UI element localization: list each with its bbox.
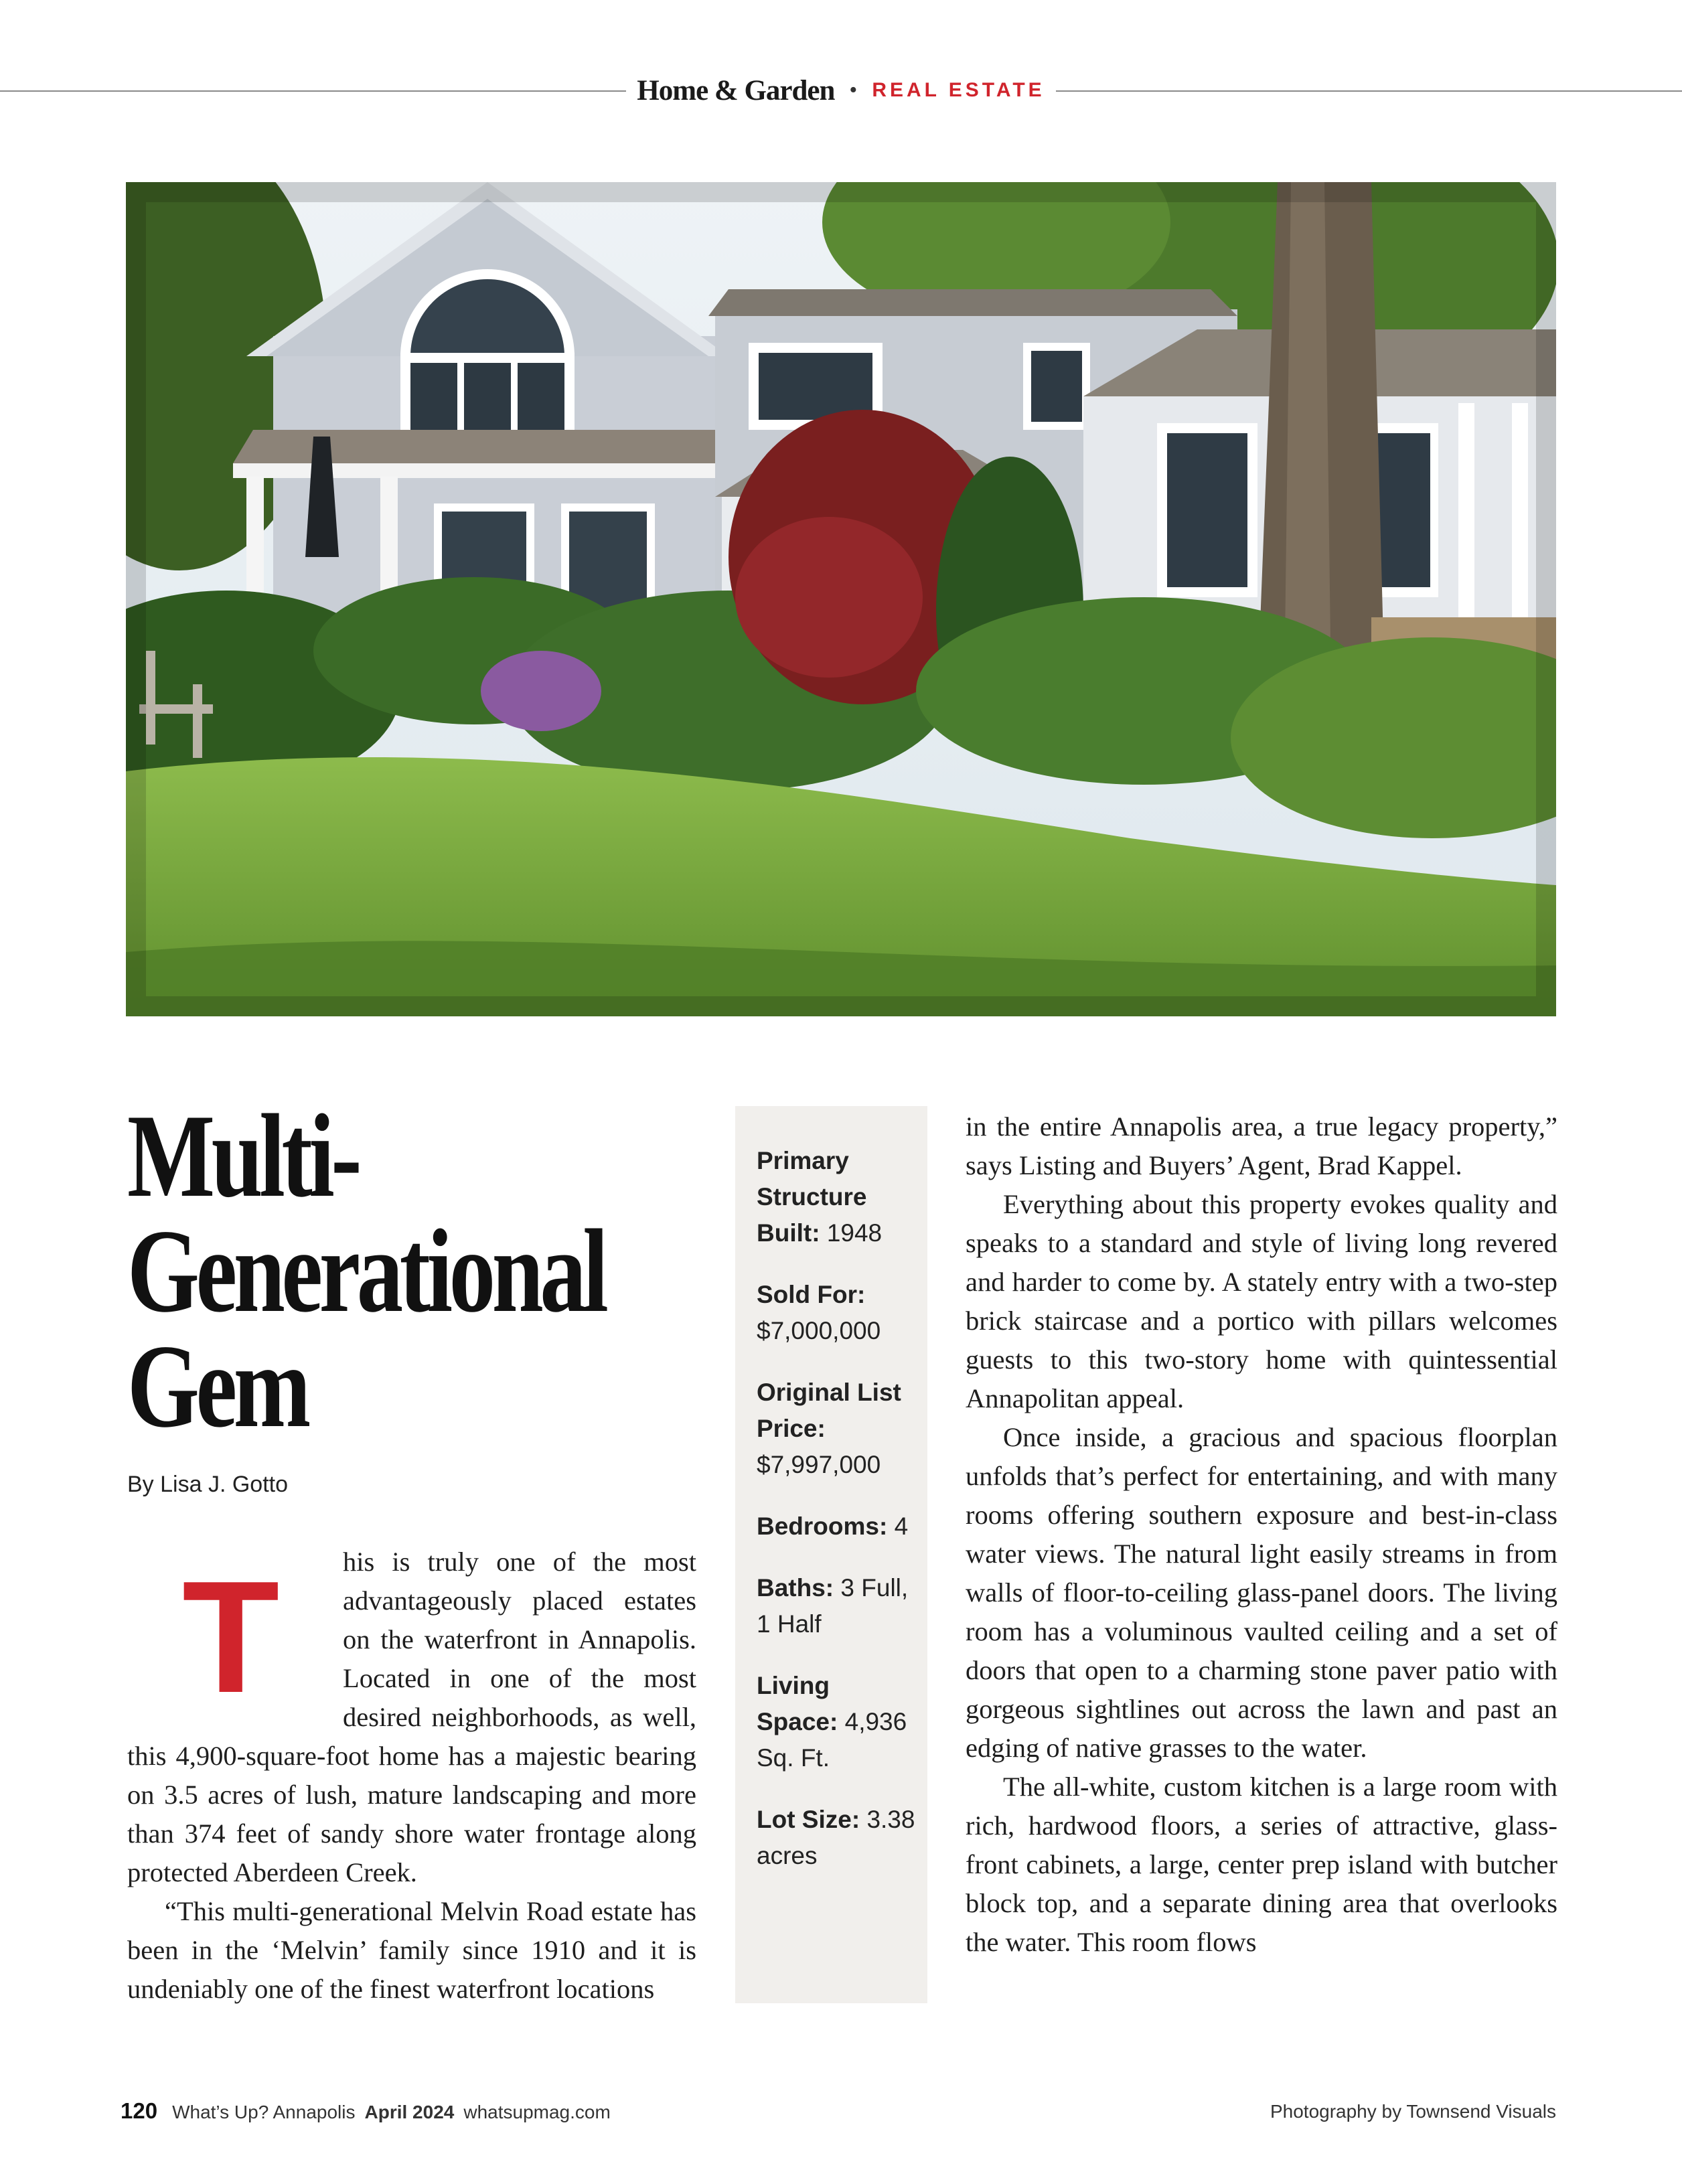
page-footer	[121, 2098, 611, 2124]
fact-label: Bedrooms:	[757, 1512, 888, 1540]
header-rule-left	[0, 90, 626, 92]
paragraph-text: his is truly one of the most advantageously placed estates on the waterfront in Annapolis. Located in one of the most desired neighborhoods, as well, this 4,900-square-foot home has a majestic bearing on 3.5 acres of lush, mature landscaping and more than 374 feet of sandy shore water frontage along protected Aberdeen Creek.	[127, 1547, 696, 1887]
header-rule-right	[1056, 90, 1682, 92]
byline: By Lisa J. Gotto	[127, 1472, 288, 1497]
property-facts-sidebar	[735, 1106, 927, 2003]
fact-item	[757, 1277, 917, 1349]
body-paragraph: Once inside, a gracious and spacious floorplan unfolds that’s perfect for entertaining, and with many rooms offering southern exposure and best-in-class water views. The natural light easily streams in from walls of floor-to-ceiling glass-panel doors. The living room has a voluminous vaulted ceiling and a set of doors that open to a charming stone paver patio with gorgeous sightlines out across the lawn and past an edging of native grasses to the water.	[966, 1422, 1557, 1763]
article-title	[127, 1089, 605, 1452]
header-separator: •	[849, 78, 858, 102]
body-paragraph	[127, 1543, 696, 1892]
fact-value: 1948	[826, 1219, 883, 1247]
drop-cap: T	[182, 1549, 280, 1726]
title-line: Generational	[127, 1204, 605, 1337]
fact-item	[757, 1802, 917, 1874]
photo-credit: Photography by Townsend Visuals	[1270, 2101, 1556, 2122]
body-paragraph: in the entire Annapolis area, a true legacy property,” says Listing and Buyers’ Agent, Brad Kappel.	[966, 1111, 1557, 1180]
fact-label: Sold For:	[757, 1281, 866, 1308]
fact-value: 4	[894, 1512, 909, 1540]
fact-value: 3 Full, 1 Half	[757, 1574, 909, 1638]
fact-item	[757, 1508, 917, 1545]
body-column-1	[127, 1543, 696, 2009]
body-paragraph: Everything about this property evokes quality and speaks to a standard and style of living long revered and harder to come by. A stately entry with a two-step brick staircase and a portico with pillars welcomes guests to this two-story home with quintessential Annapolitan appeal.	[966, 1189, 1557, 1413]
fact-label: Primary Structure Built:	[757, 1147, 867, 1247]
page-number: 120	[121, 2098, 158, 2123]
section-header	[629, 67, 1053, 114]
section-name: REAL ESTATE	[872, 79, 1045, 101]
body-column-3	[966, 1107, 1557, 1962]
facts-list	[757, 1143, 917, 1899]
fact-label: Original List Price:	[757, 1379, 901, 1442]
magazine-name: What’s Up? Annapolis	[172, 2102, 356, 2122]
fact-label: Lot Size:	[757, 1806, 860, 1833]
body-paragraph: The all-white, custom kitchen is a large room with rich, hardwood floors, a series of attractive, glass-front cabinets, a large, center prep island with butcher block top, and a separate dining area that overlooks the water. This room flows	[966, 1772, 1557, 1957]
fact-value: 4,936 Sq. Ft.	[757, 1708, 907, 1772]
fact-item	[757, 1668, 917, 1776]
fact-label: Living Space:	[757, 1672, 838, 1735]
fact-item	[757, 1375, 917, 1483]
fact-label: Baths:	[757, 1574, 834, 1602]
website-link[interactable]: whatsupmag.com	[463, 2102, 611, 2122]
body-paragraph: “This multi-generational Melvin Road estate has been in the ‘Melvin’ family since 1910 and it is undeniably one of the finest waterfront locations	[127, 1896, 696, 2004]
brand-name: Home & Garden	[637, 74, 835, 106]
fact-value: 3.38 acres	[757, 1806, 915, 1869]
house-photo	[126, 182, 1556, 1016]
fact-value: $7,000,000	[757, 1317, 881, 1344]
fact-value: $7,997,000	[757, 1451, 881, 1478]
issue-date: April 2024	[364, 2102, 455, 2122]
fact-item	[757, 1143, 917, 1251]
fact-item	[757, 1570, 917, 1642]
title-line: Gem	[127, 1320, 307, 1452]
title-line: Multi-	[127, 1089, 359, 1222]
